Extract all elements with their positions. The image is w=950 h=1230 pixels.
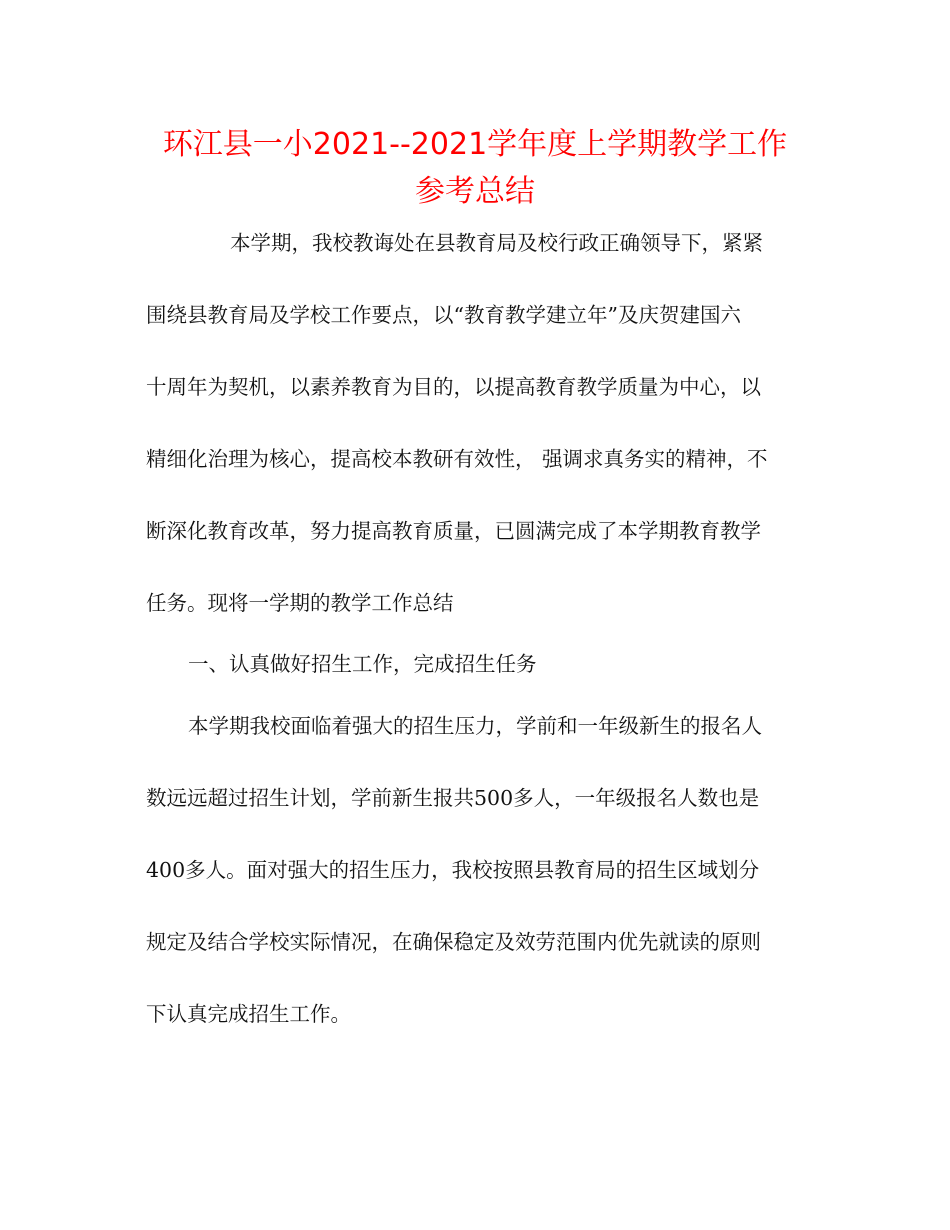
paragraph-line: 精细化治理为核心，提高校本教研有效性， 强调求真务实的精神，不 bbox=[146, 447, 768, 471]
paragraph-line: 下认真完成招生工作。 bbox=[146, 1002, 351, 1026]
paragraph-line: 围绕县教育局及学校工作要点，以“教育教学建立年”及庆贺建国六 bbox=[146, 303, 741, 327]
paragraph-line: 本学期我校面临着强大的招生压力，学前和一年级新生的报名人 bbox=[188, 714, 762, 738]
section-heading: 一、认真做好招生工作，完成招生任务 bbox=[188, 652, 537, 676]
paragraph-line: 规定及结合学校实际情况，在确保稳定及效劳范围内优先就读的原则 bbox=[146, 930, 761, 954]
paragraph-line: 400多人。面对强大的招生压力，我校按照县教育局的招生区域划分 bbox=[146, 858, 760, 882]
paragraph-line: 本学期，我校教诲处在县教育局及校行政正确领导下，紧紧 bbox=[230, 231, 763, 255]
document-title-line-1: 环江县一小2021--2021学年度上学期教学工作 bbox=[162, 127, 788, 162]
document-title-line-2: 参考总结 bbox=[415, 174, 535, 209]
paragraph-line: 数远远超过招生计划，学前新生报共500多人，一年级报名人数也是 bbox=[146, 786, 760, 810]
paragraph-line: 任务。现将一学期的教学工作总结 bbox=[146, 591, 454, 615]
paragraph-line: 断深化教育改革，努力提高教育质量，已圆满完成了本学期教育教学 bbox=[146, 519, 761, 543]
paragraph-line: 十周年为契机，以素养教育为目的，以提高教育教学质量为中心，以 bbox=[146, 375, 761, 399]
